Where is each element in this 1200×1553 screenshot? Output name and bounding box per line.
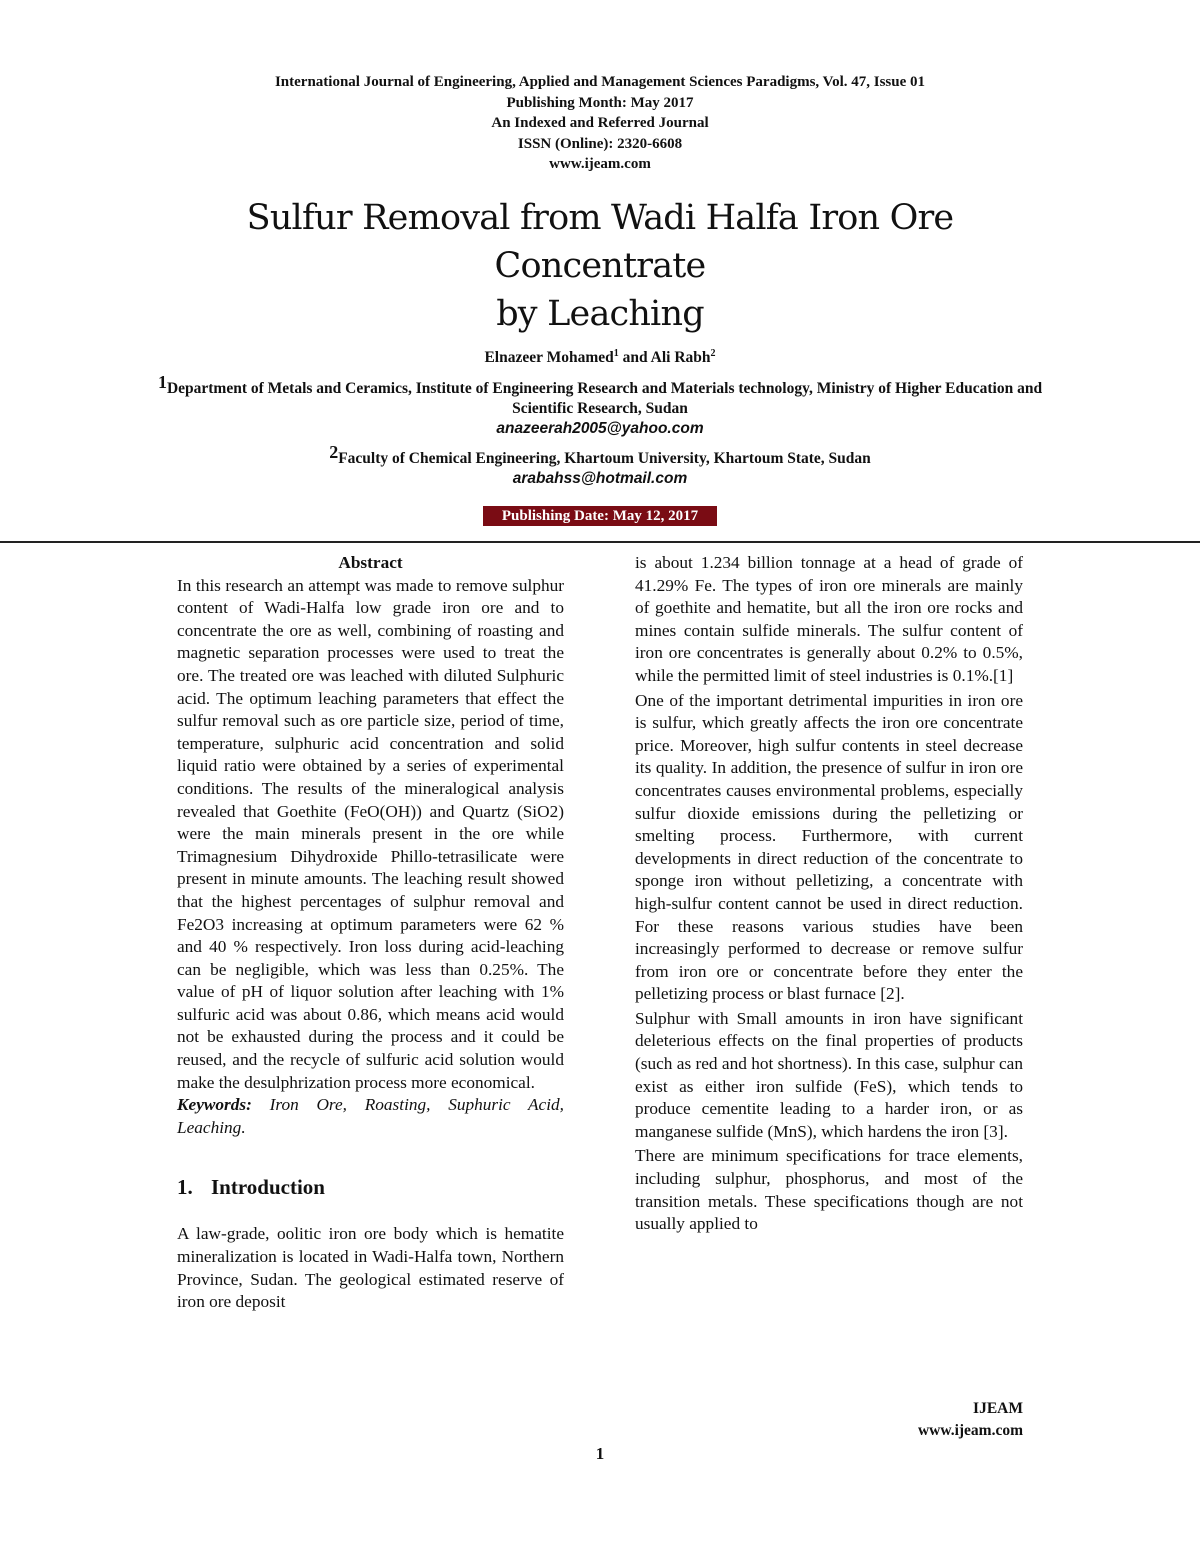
header-divider [0, 541, 1200, 543]
journal-header [0, 72, 1200, 175]
affiliation-2 [150, 442, 1050, 489]
indexed-note: An Indexed and Referred Journal [491, 115, 709, 131]
affiliation-1-num: 1 [157, 372, 167, 392]
footer [800, 1398, 1023, 1442]
keywords-label: Keywords: [177, 1095, 252, 1115]
section-title: Introduction [211, 1175, 325, 1200]
author-1-sup: 1 [613, 348, 619, 359]
intro-paragraph-left: A law-grade, oolitic iron ore body which is hematite mineralization is located in Wadi-Halfa town, Northern Province, Sudan. The geological estimated reserve of iron ore deposit [177, 1224, 564, 1312]
intro-paragraph-4: There are minimum specifications for trace elements, including sulphur, phosphorus, and most of the transition metals. These specifications though are not usually applied to [635, 1146, 1023, 1234]
intro-paragraph-3: Sulphur with Small amounts in iron have significant deleterious effects on the final properties of products (such as red and hot shortness). In this case, sulphur can exist as either iron sulfide (FeS), which tends to produce cementite leading to a harder iron, or as manganese sulfide (MnS), which hardens the iron [3]. [635, 1008, 1023, 1141]
right-column [635, 552, 1023, 1238]
title-line-1: Sulfur Removal from Wadi Halfa Iron Ore Concentrate [246, 198, 954, 286]
footer-website: www.ijeam.com [917, 1422, 1023, 1439]
journal-name: International Journal of Engineering, Applied and Management Sciences Paradigms, Vol. 47, Issue 01 [274, 74, 926, 90]
abstract-heading: Abstract [338, 553, 403, 572]
authors-and: and [618, 349, 651, 366]
intro-paragraph-2: One of the important detrimental impurities in iron ore is sulfur, which greatly affects the iron ore concentrate price. Moreover, high sulfur contents in steel decrease its quality. In addition, the presence of sulfur in iron ore concentrates causes environmental problems, especially sulfur dioxide emissions during the pelletizing or smelting process. Furthermore, with current developments in direct reduction of the concentrate to sponge iron without pelletizing, a concentrate with high-sulfur content cannot be used in direct reduction. For these reasons various studies have been increasingly performed to decrease or remove sulfur from iron ore or concentrate before they enter the pelletizing process or blast furnace [2]. [635, 690, 1023, 1004]
title-line-2: by Leaching [496, 294, 704, 334]
affiliation-1 [150, 372, 1050, 439]
abstract-text: In this research an attempt was made to remove sulphur content of Wadi-Halfa low grade iron ore and to concentrate the ore as well, combining of roasting and magnetic separation processes were used to treat the ore. The treated ore was leached with diluted Sulphuric acid. The optimum leaching parameters that effect the sulfur removal such as ore particle size, period of time, temperature, sulphuric acid concentration and solid liquid ratio were obtained by a series of experimental conditions. The results of the mineralogical analysis revealed that Goethite (FeO(OH)) and Quartz (SiO2) were the main minerals present in the ore while Trimagnesium Dihydroxide Phillo-tetrasilicate were present in minute amounts. The leaching result showed that the highest percentages of sulphur removal and Fe2O3 increasing at optimum parameters were 62 % and 40 % respectively. Iron loss during acid-leaching can be negligible, which was less than 0.25%. The value of pH of liquor solution after leaching with 1% sulfuric acid was about 0.86, which means acid would not be exhausted during the process and it could be reused, and the recycle of sulfuric acid solution would make the desulphrization process more economical. [177, 575, 564, 1092]
publishing-date-badge: Publishing Date: May 12, 2017 [483, 506, 717, 526]
authors [0, 348, 1200, 367]
paper-title [140, 194, 1060, 338]
affiliation-2-text: Faculty of Chemical Engineering, Khartoum University, Khartoum State, Sudan [338, 450, 871, 467]
affiliation-1-email[interactable]: anazeerah2005@yahoo.com [496, 420, 704, 437]
affiliation-1-text: Department of Metals and Ceramics, Institute of Engineering Research and Materials technology, Ministry of Higher Education and Scientific Research, Sudan [166, 380, 1043, 417]
page-number: 1 [595, 1444, 605, 1463]
journal-website: www.ijeam.com [549, 156, 651, 172]
footer-journal-abbr: IJEAM [973, 1400, 1023, 1417]
left-column [177, 552, 564, 1314]
section-heading-introduction [177, 1173, 564, 1201]
author-2: Ali Rabh [650, 349, 711, 366]
keywords-text: Iron Ore, Roasting, Suphuric Acid, Leaching. [177, 1095, 564, 1137]
author-2-sup: 2 [710, 348, 716, 359]
intro-paragraph-1: is about 1.234 billion tonnage at a head of grade of 41.29% Fe. The types of iron ore minerals are mainly of goethite and hematite, but all the iron ore rocks and mines contain sulfide minerals. The sulfur content of iron ore concentrates is generally about 0.2% to 0.5%, while the permitted limit of steel industries is 0.1%.[1] [635, 553, 1023, 685]
issn: ISSN (Online): 2320-6608 [517, 135, 683, 152]
affiliation-2-email[interactable]: arabahss@hotmail.com [512, 470, 688, 487]
section-number: 1. [177, 1175, 193, 1200]
author-1: Elnazeer Mohamed [484, 349, 614, 366]
publishing-month: Publishing Month: May 2017 [506, 94, 694, 111]
keywords [177, 1094, 564, 1139]
affiliation-2-num: 2 [329, 442, 339, 462]
